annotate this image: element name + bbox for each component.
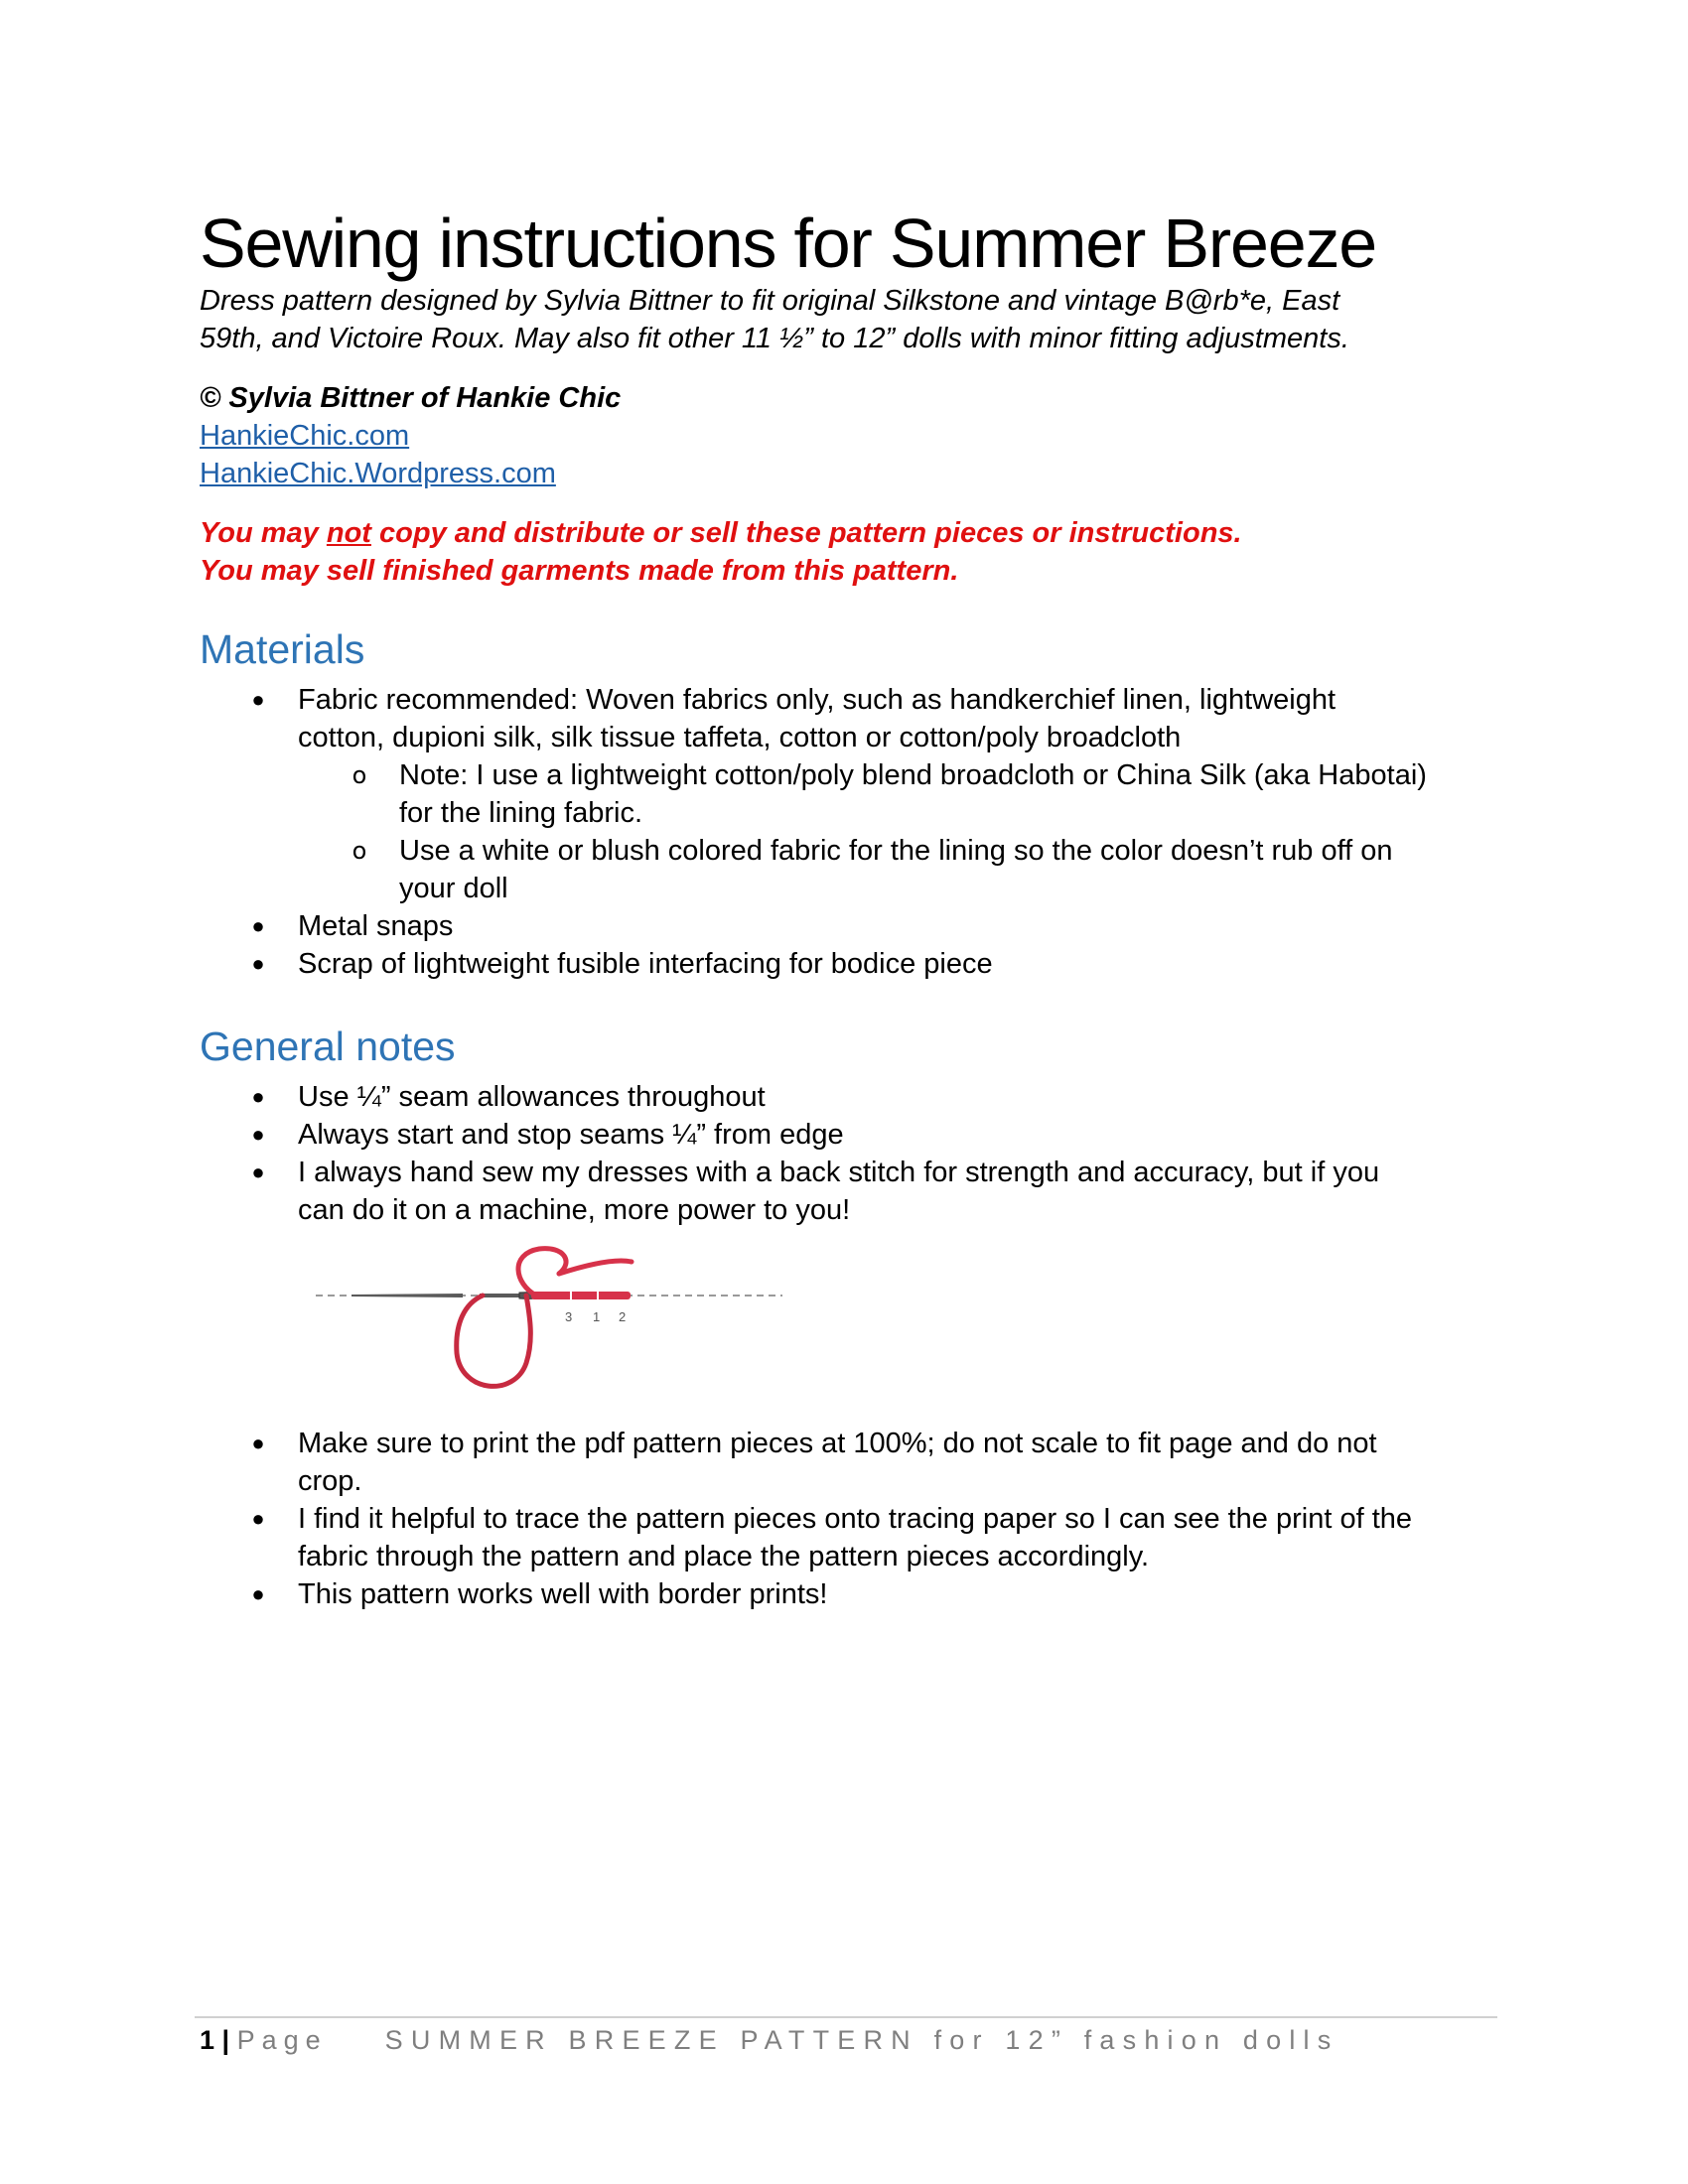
needle-icon [480,1294,519,1297]
bullet-icon: ● [251,687,265,712]
warning-emphasis: not [326,517,371,549]
list-item-line: Use a white or blush colored fabric for the lining so the color doesn’t rub off on [399,835,1393,867]
circle-bullet-icon: o [352,837,367,865]
warning-text-after: copy and distribute or sell these pattern pieces or instructions. [370,517,1242,549]
circle-bullet-icon: o [352,761,367,789]
list-item [0,681,1489,756]
warning-line-2: You may sell finished garments made from this pattern. [200,555,959,587]
list-item [0,1575,1489,1613]
page-title: Sewing instructions for Summer Breeze [200,205,1376,282]
list-item-line: This pattern works well with border prints! [298,1578,828,1610]
list-item-line: Use ¼” seam allowances throughout [298,1081,766,1113]
general-notes-list-continued [0,1425,1688,1613]
list-item-line: I always hand sew my dresses with a back stitch for strength and accuracy, but if you [298,1157,1380,1188]
bullet-icon: ● [251,951,265,976]
list-item-line: crop. [298,1465,362,1497]
bullet-icon: ● [251,1581,265,1606]
stitch-label-3: 3 [565,1309,573,1324]
copyright-notice: © Sylvia Bittner of Hankie Chic [200,382,622,414]
list-item-line: Scrap of lightweight fusible interfacing for bodice piece [298,948,993,980]
list-item-line: Always start and stop seams ¼” from edge [298,1119,844,1151]
materials-list [0,681,1688,983]
stitch-label-2: 2 [619,1309,627,1324]
list-item [0,1425,1489,1500]
thread-tail [559,1261,632,1274]
stitch-label-1: 1 [593,1309,601,1324]
footer-divider [195,2016,1497,2018]
page-footer [200,2022,1338,2058]
list-item-line: Note: I use a lightweight cotton/poly blend broadcloth or China Silk (aka Habotai) [399,759,1427,791]
list-item-line: Metal snaps [298,910,454,942]
bullet-icon: ● [251,1160,265,1184]
list-item [0,1078,1489,1116]
list-item-line: fabric through the pattern and place the pattern pieces accordingly. [298,1541,1150,1572]
list-item-line: can do it on a machine, more power to you! [298,1194,851,1226]
subtitle-line-1: Dress pattern designed by Sylvia Bittner to fit original Silkstone and vintage B@rb*e, East [200,285,1340,317]
bullet-icon: ● [251,1084,265,1109]
sub-list-item [0,756,1491,832]
needle-icon-left [352,1294,463,1297]
footer-separator: | [214,2025,237,2055]
bullet-icon: ● [251,1431,265,1455]
list-item-line: Make sure to print the pdf pattern pieces at 100%; do not scale to fit page and do not [298,1428,1377,1459]
list-item [0,1500,1489,1575]
page-number: 1 [200,2025,215,2055]
list-item [0,1116,1489,1154]
list-item-line: for the lining fabric. [399,797,643,829]
thread-stitches [531,1292,631,1299]
link-hankiechic-wordpress[interactable]: HankieChic.Wordpress.com [200,458,556,489]
link-hankiechic[interactable]: HankieChic.com [200,420,410,452]
page-word: Page [236,2025,328,2055]
materials-heading: Materials [200,626,365,672]
subtitle [200,282,1490,357]
list-item-line: I find it helpful to trace the pattern pieces onto tracing paper so I can see the print of the [298,1503,1413,1535]
list-item-line: your doll [399,873,508,904]
warning-line-1 [200,514,1242,552]
back-stitch-illustration [316,1244,782,1403]
list-item [0,907,1489,945]
thread-under-loop [457,1296,531,1386]
general-notes-heading: General notes [200,1024,456,1069]
sub-list-item [0,832,1491,907]
list-item [0,1154,1489,1229]
subtitle-line-2: 59th, and Victoire Roux. May also fit other 11 ½” to 12” dolls with minor fitting adjustments. [200,323,1349,354]
bullet-icon: ● [251,1506,265,1531]
footer-text: SUMMER BREEZE PATTERN for 12” fashion dolls [384,2025,1339,2055]
list-item-line: Fabric recommended: Woven fabrics only, such as handkerchief linen, lightweight [298,684,1336,716]
copyright-warning [200,514,1242,590]
general-notes-list [0,1078,1688,1229]
list-item [0,945,1489,983]
warning-text-before: You may [200,517,327,549]
bullet-icon: ● [251,1122,265,1147]
list-item-line: cotton, dupioni silk, silk tissue taffeta, cotton or cotton/poly broadcloth [298,722,1182,753]
bullet-icon: ● [251,913,265,938]
